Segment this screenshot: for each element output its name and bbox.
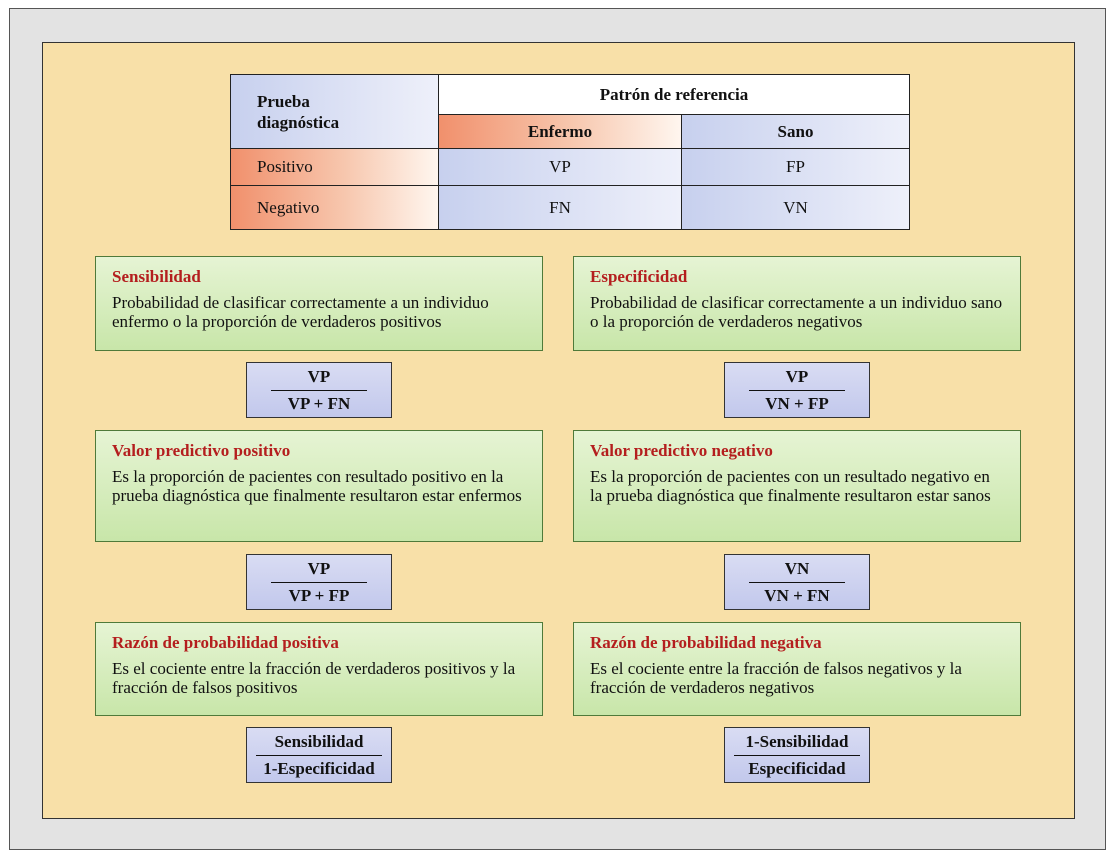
cell-fn-label: FN [549,197,571,217]
ppv-numerator: VP [307,558,331,578]
lr-positive-box [95,622,543,716]
col-healthy-header [682,115,909,149]
specificity-description: Probabilidad de clasificar correctamente a un individuo sano o la proporción de verdaderos negativos [590,293,1003,331]
test-header-cell [231,75,439,149]
cell-vn-label: VN [783,197,808,217]
row-positive-label: Positivo [257,157,313,176]
npv-description: Es la proporción de pacientes con un resultado negativo en la prueba diagnóstica que finalmente resultaron estar sanos [590,467,991,505]
row-positive-header [231,149,439,186]
lr-positive-denominator: 1-Especificidad [263,758,375,778]
cell-vn [682,186,909,229]
lr-negative-description: Es el cociente entre la fracción de falsos negativos y la fracción de verdaderos negativos [590,659,962,697]
confusion-table [230,74,910,230]
test-header-label: Prueba diagnóstica [257,91,340,132]
lr-positive-formula [246,727,392,783]
specificity-numerator: VP [785,366,809,386]
npv-formula [724,554,870,610]
reference-header-cell [439,75,909,115]
cell-fp-label: FP [786,157,805,176]
lr-positive-numerator: Sensibilidad [274,731,364,751]
specificity-title: Especificidad [590,267,688,286]
ppv-description: Es la proporción de pacientes con resultado positivo en la prueba diagnóstica que finalmente resultaron estar enfermos [112,467,522,505]
lr-negative-title: Razón de probabilidad negativa [590,633,822,652]
sensitivity-denominator: VP + FN [287,393,351,413]
npv-denominator: VN + FN [764,585,830,605]
lr-negative-numerator: 1-Sensibilidad [745,731,849,751]
reference-header-label: Patrón de referencia [599,84,749,104]
sensitivity-description: Probabilidad de clasificar correctamente a un individuo enfermo o la proporción de verdaderos positivos [112,293,489,331]
ppv-title: Valor predictivo positivo [112,441,291,460]
specificity-box [573,256,1021,351]
ppv-box [95,430,543,542]
sensitivity-formula [246,362,392,418]
cell-vp [439,149,682,186]
npv-title: Valor predictivo negativo [590,441,773,460]
npv-box [573,430,1021,542]
cell-vp-label: VP [549,157,571,176]
lr-positive-description: Es el cociente entre la fracción de verdaderos positivos y la fracción de falsos positivos [112,659,516,697]
sensitivity-box [95,256,543,351]
lr-negative-denominator: Especificidad [748,758,846,778]
sensitivity-numerator: VP [307,366,331,386]
specificity-formula [724,362,870,418]
lr-negative-box [573,622,1021,716]
col-sick-header [439,115,682,149]
sensitivity-title: Sensibilidad [112,267,201,286]
cell-fp [682,149,909,186]
row-negative-label: Negativo [257,197,320,217]
lr-negative-formula [724,727,870,783]
col-healthy-label: Sano [777,121,814,141]
row-negative-header [231,186,439,229]
cell-fn [439,186,682,229]
specificity-denominator: VN + FP [765,393,829,413]
ppv-denominator: VP + FP [288,585,350,605]
npv-numerator: VN [784,558,810,578]
ppv-formula [246,554,392,610]
col-sick-label: Enfermo [527,121,593,141]
lr-positive-title: Razón de probabilidad positiva [112,633,339,652]
